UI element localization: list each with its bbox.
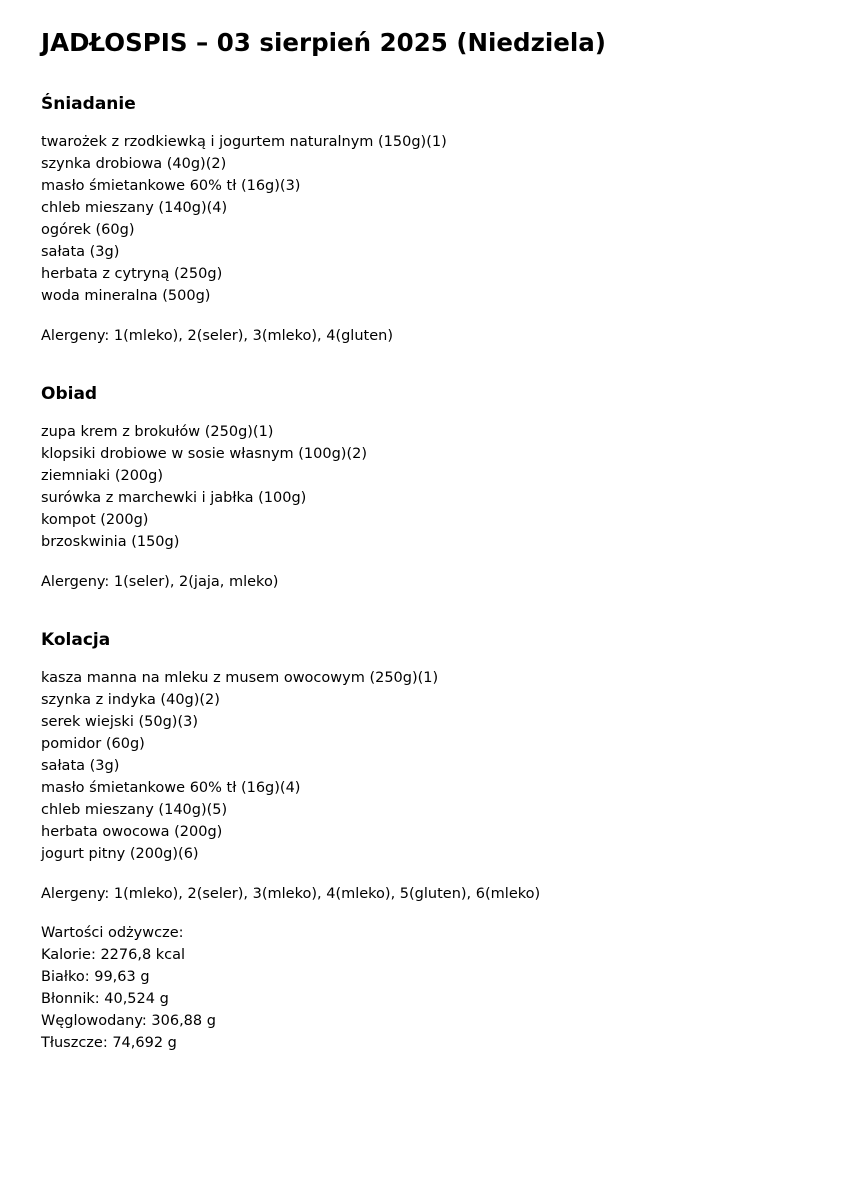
nutrition-summary xyxy=(41,922,216,1054)
meal-heading: Śniadanie xyxy=(41,94,136,114)
meal-heading: Kolacja xyxy=(41,630,111,650)
list-item: serek wiejski (50g)(3) xyxy=(41,714,198,730)
meal-items-list xyxy=(41,131,821,307)
list-item: klopsiki drobiowe w sosie własnym (100g)(2) xyxy=(41,446,367,462)
nutrition-fiber: Błonnik: 40,524 g xyxy=(41,991,169,1007)
list-item: zupa krem z brokułów (250g)(1) xyxy=(41,424,274,440)
meal-section-breakfast xyxy=(41,93,821,347)
nutrition-fat: Tłuszcze: 74,692 g xyxy=(41,1035,177,1051)
nutrition-calories: Kalorie: 2276,8 kcal xyxy=(41,947,186,963)
list-item: twarożek z rzodkiewką i jogurtem naturalnym (150g)(1) xyxy=(41,134,447,150)
page-title: JADŁOSPIS – 03 sierpień 2025 (Niedziela) xyxy=(41,28,606,57)
list-item: kasza manna na mleku z musem owocowym (250g)(1) xyxy=(41,670,439,686)
nutrition-protein: Białko: 99,63 g xyxy=(41,969,150,985)
list-item: kompot (200g) xyxy=(41,512,149,528)
allergens-line: Alergeny: 1(mleko), 2(seler), 3(mleko), 4(gluten) xyxy=(41,328,393,344)
list-item: sałata (3g) xyxy=(41,244,120,260)
list-item: pomidor (60g) xyxy=(41,736,145,752)
list-item: szynka drobiowa (40g)(2) xyxy=(41,156,227,172)
list-item: masło śmietankowe 60% tł (16g)(3) xyxy=(41,178,301,194)
list-item: chleb mieszany (140g)(5) xyxy=(41,802,228,818)
meal-items-list xyxy=(41,667,821,865)
meal-heading: Obiad xyxy=(41,384,98,404)
list-item: brzoskwinia (150g) xyxy=(41,534,180,550)
allergens-line: Alergeny: 1(seler), 2(jaja, mleko) xyxy=(41,574,279,590)
list-item: ogórek (60g) xyxy=(41,222,135,238)
meal-section-lunch xyxy=(41,383,821,593)
list-item: herbata z cytryną (250g) xyxy=(41,266,223,282)
allergens-line: Alergeny: 1(mleko), 2(seler), 3(mleko), 4(mleko), 5(gluten), 6(mleko) xyxy=(41,886,541,902)
list-item: ziemniaki (200g) xyxy=(41,468,164,484)
meal-items-list xyxy=(41,421,821,553)
nutrition-carbs: Węglowodany: 306,88 g xyxy=(41,1013,216,1029)
list-item: masło śmietankowe 60% tł (16g)(4) xyxy=(41,780,301,796)
list-item: jogurt pitny (200g)(6) xyxy=(41,846,199,862)
list-item: sałata (3g) xyxy=(41,758,120,774)
list-item: woda mineralna (500g) xyxy=(41,288,211,304)
list-item: chleb mieszany (140g)(4) xyxy=(41,200,228,216)
list-item: szynka z indyka (40g)(2) xyxy=(41,692,220,708)
meal-section-dinner xyxy=(41,629,821,905)
list-item: herbata owocowa (200g) xyxy=(41,824,223,840)
list-item: surówka z marchewki i jabłka (100g) xyxy=(41,490,307,506)
nutrition-header: Wartości odżywcze: xyxy=(41,925,184,941)
